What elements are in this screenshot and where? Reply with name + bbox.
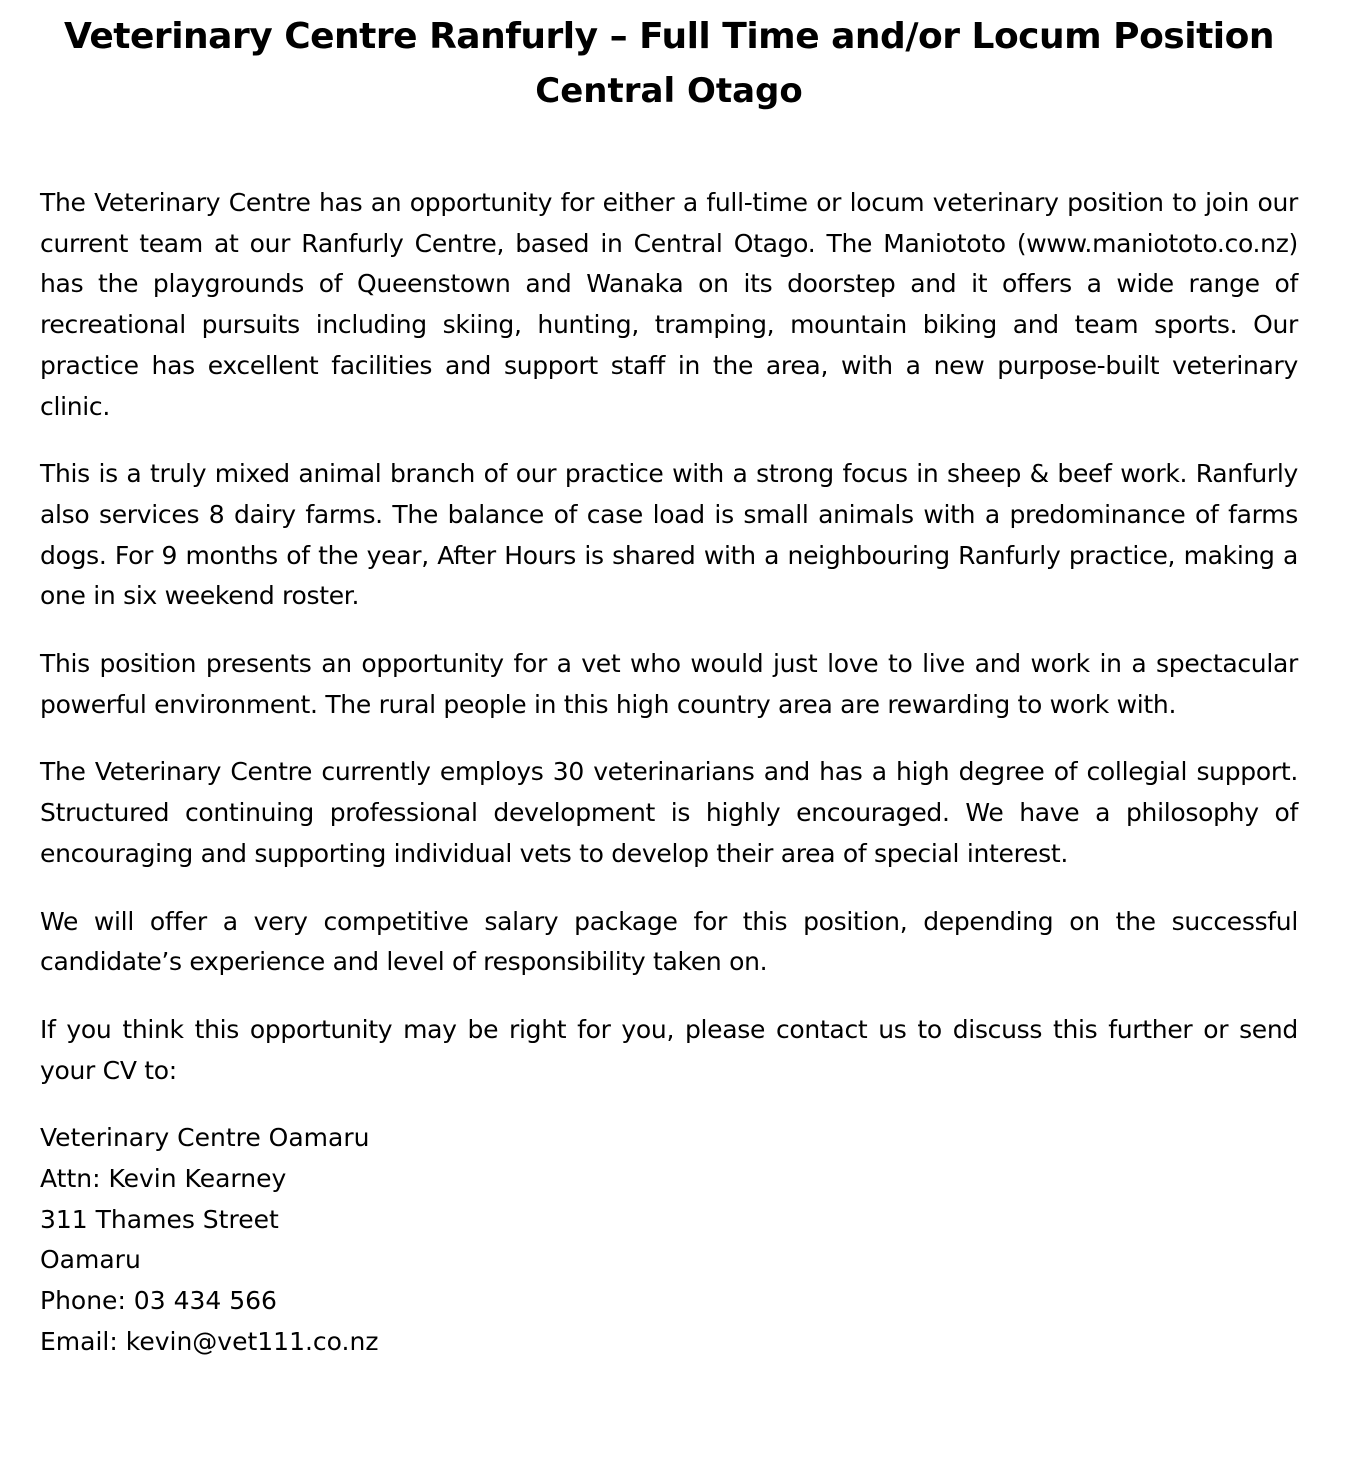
body-text	[40, 183, 1298, 1363]
paragraph-practice: This is a truly mixed animal branch of our practice with a strong focus in sheep & beef work. Ranfurly also services 8 dairy farms. The balance of case load is small animals with a predominance of farms dogs. For 9 months of the year, After Hours is shared with a neighbouring Ranfurly practice, making a one in six weekend roster.	[40, 459, 1298, 611]
paragraph-salary: We will offer a very competitive salary package for this position, depending on the successful candidate’s experience and level of responsibility taken on.	[40, 906, 1298, 977]
contact-attn: Attn: Kevin Kearney	[40, 1164, 287, 1194]
contact-street: 311 Thames Street	[40, 1204, 279, 1234]
paragraph-environment: This position presents an opportunity for a vet who would just love to live and work in a spectacular powerful environment. The rural people in this high country area are rewarding to work with.	[40, 649, 1298, 719]
job-advertisement	[40, 10, 1298, 1363]
contact-organisation: Veterinary Centre Oamaru	[40, 1123, 370, 1153]
page-title: Veterinary Centre Ranfurly – Full Time and/or Locum Position	[64, 16, 1274, 57]
contact-email: Email: kevin@vet111.co.nz	[40, 1326, 379, 1356]
page-subtitle: Central Otago	[535, 71, 803, 111]
contact-phone: Phone: 03 434 566	[40, 1286, 277, 1316]
contact-block	[40, 1118, 1298, 1362]
paragraph-apply: If you think this opportunity may be right for you, please contact us to discuss this further or send your CV to:	[40, 1014, 1298, 1085]
contact-town: Oamaru	[40, 1245, 141, 1275]
paragraph-intro: The Veterinary Centre has an opportunity for either a full-time or locum veterinary position to join our current team at our Ranfurly Centre, based in Central Otago. The Maniototo (www.maniototo.co.nz) has the playgrounds of Queenstown and Wanaka on its doorstep and it offers a wide range of recreational pursuits including skiing, hunting, tramping, mountain biking and team sports. Our practice has excellent facilities and support staff in the area, with a new purpose-built veterinary clinic.	[40, 188, 1298, 421]
paragraph-team: The Veterinary Centre currently employs 30 veterinarians and has a high degree of collegial support. Structured continuing professional development is highly encouraged. We have a philosophy of encouraging and supporting individual vets to develop their area of special interest.	[40, 757, 1298, 868]
